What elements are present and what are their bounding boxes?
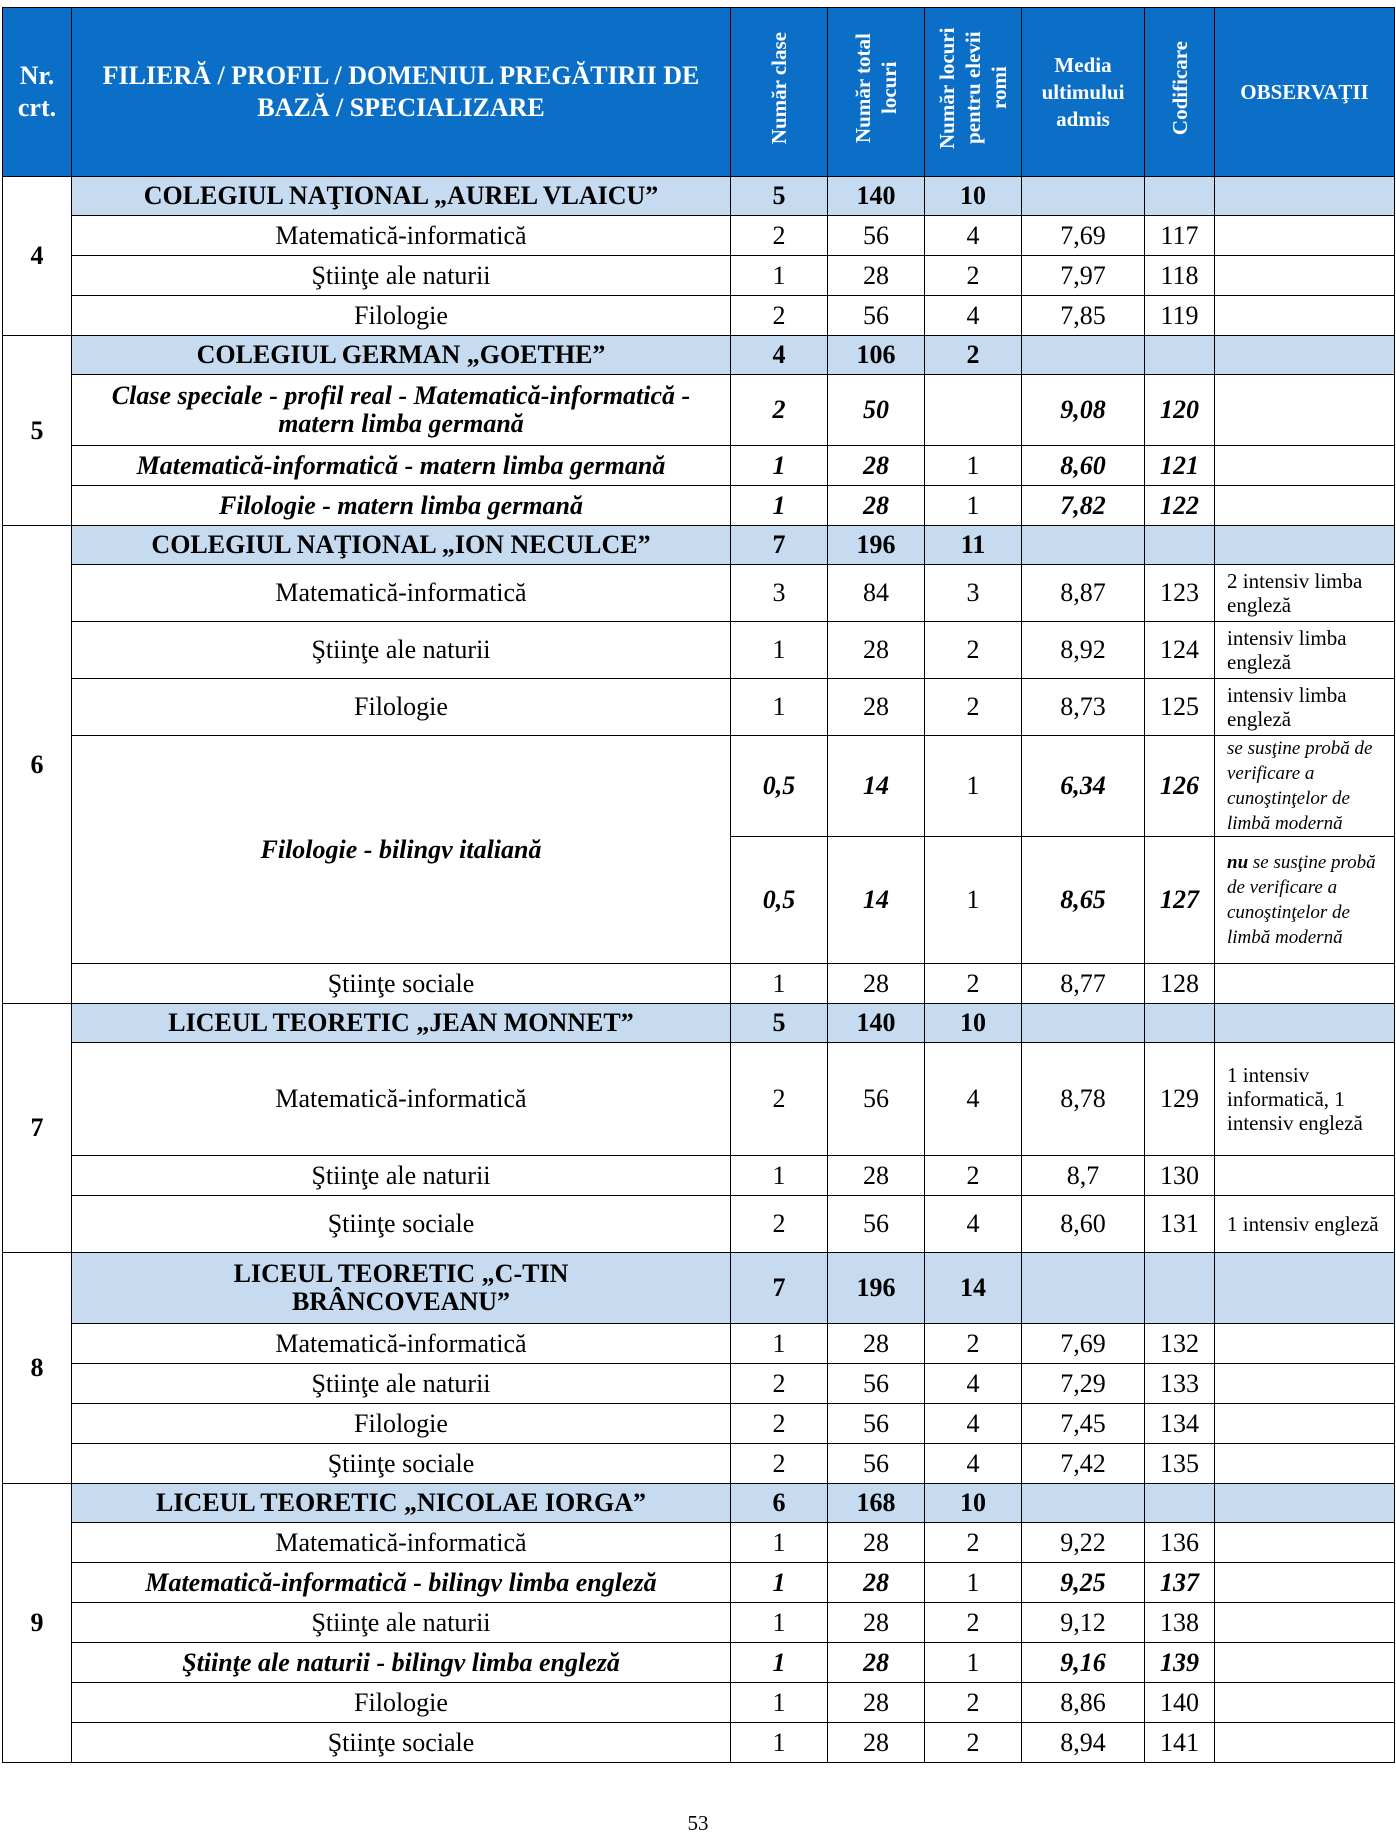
spec-clase: 2	[731, 1444, 828, 1484]
spec-media: 7,69	[1022, 216, 1145, 256]
spec-clase: 2	[731, 1043, 828, 1156]
obs-emphasis: nu	[1227, 852, 1249, 873]
school-name: LICEUL TEORETIC „C-TIN BRÂNCOVEANU”	[72, 1253, 731, 1324]
spec-name: Ştiinţe sociale	[72, 1444, 731, 1484]
spec-cod: 130	[1145, 1156, 1215, 1196]
spec-cod: 125	[1145, 679, 1215, 736]
header-row	[3, 8, 1395, 177]
spec-cod: 131	[1145, 1196, 1215, 1253]
spec-romi: 2	[925, 1683, 1022, 1723]
spec-name: Matematică-informatică - matern limba germană	[72, 446, 731, 486]
school-locuri: 168	[828, 1484, 925, 1523]
spec-locuri: 28	[828, 1523, 925, 1563]
spec-media: 8,7	[1022, 1156, 1145, 1196]
spec-name: Filologie	[72, 296, 731, 336]
spec-obs	[1215, 1444, 1395, 1484]
spec-clase: 2	[731, 375, 828, 446]
spec-romi: 2	[925, 1603, 1022, 1643]
spec-clase: 1	[731, 622, 828, 679]
spec-cod: 118	[1145, 256, 1215, 296]
spec-cod: 128	[1145, 964, 1215, 1004]
spec-cod: 117	[1145, 216, 1215, 256]
table-row	[3, 1043, 1395, 1156]
spec-obs	[1215, 375, 1395, 446]
spec-romi: 1	[925, 486, 1022, 526]
school-name: COLEGIUL GERMAN „GOETHE”	[72, 336, 731, 375]
spec-clase: 2	[731, 1196, 828, 1253]
school-media	[1022, 1004, 1145, 1043]
spec-name: Clase speciale - profil real - Matematică-informatică - matern limba germană	[72, 375, 731, 446]
spec-clase: 1	[731, 1563, 828, 1603]
spec-cod: 121	[1145, 446, 1215, 486]
school-romi: 10	[925, 1004, 1022, 1043]
table-row	[3, 1723, 1395, 1763]
spec-romi: 2	[925, 1156, 1022, 1196]
spec-media: 9,16	[1022, 1643, 1145, 1683]
spec-name: Ştiinţe sociale	[72, 964, 731, 1004]
school-row	[3, 1253, 1395, 1324]
spec-cod: 135	[1145, 1444, 1215, 1484]
spec-name: Filologie	[72, 1683, 731, 1723]
spec-romi: 4	[925, 1196, 1022, 1253]
spec-obs	[1215, 216, 1395, 256]
spec-clase: 1	[731, 964, 828, 1004]
spec-locuri: 14	[828, 736, 925, 837]
spec-name: Matematică-informatică	[72, 216, 731, 256]
spec-romi: 2	[925, 256, 1022, 296]
table-row	[3, 486, 1395, 526]
school-obs	[1215, 1004, 1395, 1043]
school-name: LICEUL TEORETIC „NICOLAE IORGA”	[72, 1484, 731, 1523]
spec-romi: 1	[925, 446, 1022, 486]
school-obs	[1215, 1484, 1395, 1523]
spec-clase: 1	[731, 1683, 828, 1723]
school-clase: 4	[731, 336, 828, 375]
header-nr: Nr. crt.	[3, 8, 72, 177]
school-media	[1022, 1484, 1145, 1523]
school-cod	[1145, 1253, 1215, 1324]
spec-media: 7,82	[1022, 486, 1145, 526]
spec-media: 7,97	[1022, 256, 1145, 296]
spec-clase: 1	[731, 256, 828, 296]
school-clase: 7	[731, 526, 828, 565]
spec-locuri: 28	[828, 1324, 925, 1364]
spec-clase: 3	[731, 565, 828, 622]
school-name: COLEGIUL NAŢIONAL „ION NECULCE”	[72, 526, 731, 565]
spec-romi: 4	[925, 1364, 1022, 1404]
school-media	[1022, 526, 1145, 565]
school-media	[1022, 336, 1145, 375]
header-observatii: OBSERVAŢII	[1215, 8, 1395, 177]
spec-name: Ştiinţe ale naturii	[72, 1156, 731, 1196]
table-row	[3, 375, 1395, 446]
spec-media: 7,29	[1022, 1364, 1145, 1404]
school-cod	[1145, 1004, 1215, 1043]
spec-romi: 4	[925, 216, 1022, 256]
school-clase: 5	[731, 1004, 828, 1043]
table-row	[3, 1156, 1395, 1196]
spec-media: 7,42	[1022, 1444, 1145, 1484]
spec-locuri: 28	[828, 1563, 925, 1603]
spec-obs	[1215, 486, 1395, 526]
spec-name: Filologie	[72, 679, 731, 736]
spec-media: 9,25	[1022, 1563, 1145, 1603]
table-row	[3, 1364, 1395, 1404]
spec-obs	[1215, 1364, 1395, 1404]
spec-locuri: 28	[828, 446, 925, 486]
spec-romi: 2	[925, 622, 1022, 679]
spec-locuri: 28	[828, 1723, 925, 1763]
spec-locuri: 56	[828, 1196, 925, 1253]
spec-obs: 1 intensiv informatică, 1 intensiv engleză	[1215, 1043, 1395, 1156]
spec-cod: 141	[1145, 1723, 1215, 1763]
school-locuri: 196	[828, 526, 925, 565]
header-codificare: Codificare	[1145, 8, 1215, 177]
school-cod	[1145, 177, 1215, 216]
school-romi: 2	[925, 336, 1022, 375]
spec-locuri: 28	[828, 1156, 925, 1196]
spec-locuri: 56	[828, 1404, 925, 1444]
spec-clase: 0,5	[731, 736, 828, 837]
spec-locuri: 50	[828, 375, 925, 446]
row-number: 4	[3, 177, 72, 336]
spec-cod: 132	[1145, 1324, 1215, 1364]
spec-name: Ştiinţe ale naturii	[72, 1603, 731, 1643]
school-name: COLEGIUL NAŢIONAL „AUREL VLAICU”	[72, 177, 731, 216]
school-cod	[1145, 1484, 1215, 1523]
spec-locuri: 28	[828, 486, 925, 526]
school-locuri: 196	[828, 1253, 925, 1324]
spec-media: 9,22	[1022, 1523, 1145, 1563]
spec-cod: 122	[1145, 486, 1215, 526]
spec-locuri: 56	[828, 1043, 925, 1156]
spec-cod: 127	[1145, 837, 1215, 964]
spec-obs	[1215, 964, 1395, 1004]
spec-name: Ştiinţe ale naturii	[72, 1364, 731, 1404]
spec-romi: 1	[925, 1563, 1022, 1603]
table-row	[3, 1404, 1395, 1444]
school-row	[3, 1484, 1395, 1523]
school-clase: 5	[731, 177, 828, 216]
spec-obs	[1215, 1523, 1395, 1563]
school-romi: 10	[925, 1484, 1022, 1523]
school-obs	[1215, 177, 1395, 216]
school-name: LICEUL TEORETIC „JEAN MONNET”	[72, 1004, 731, 1043]
spec-clase: 2	[731, 216, 828, 256]
spec-clase: 1	[731, 1523, 828, 1563]
spec-obs: se susţine probă de verificare a cunoştinţelor de limbă modernă	[1215, 736, 1395, 837]
spec-media: 8,87	[1022, 565, 1145, 622]
school-locuri: 106	[828, 336, 925, 375]
school-romi: 11	[925, 526, 1022, 565]
spec-romi: 1	[925, 736, 1022, 837]
school-row	[3, 526, 1395, 565]
spec-clase: 1	[731, 486, 828, 526]
spec-obs: 1 intensiv engleză	[1215, 1196, 1395, 1253]
spec-obs	[1215, 837, 1395, 964]
spec-obs	[1215, 1324, 1395, 1364]
spec-media: 7,45	[1022, 1404, 1145, 1444]
spec-name: Filologie - bilingv italiană	[72, 736, 731, 964]
spec-clase: 1	[731, 1603, 828, 1643]
row-number: 6	[3, 526, 72, 1004]
spec-romi: 1	[925, 1643, 1022, 1683]
spec-romi: 2	[925, 1324, 1022, 1364]
spec-media: 8,86	[1022, 1683, 1145, 1723]
spec-cod: 133	[1145, 1364, 1215, 1404]
spec-media: 8,77	[1022, 964, 1145, 1004]
school-obs	[1215, 526, 1395, 565]
table-row	[3, 736, 1395, 837]
spec-clase: 1	[731, 1324, 828, 1364]
spec-locuri: 28	[828, 679, 925, 736]
spec-locuri: 28	[828, 1643, 925, 1683]
spec-media: 6,34	[1022, 736, 1145, 837]
spec-media: 8,94	[1022, 1723, 1145, 1763]
spec-obs	[1215, 446, 1395, 486]
spec-media: 8,60	[1022, 446, 1145, 486]
spec-locuri: 28	[828, 964, 925, 1004]
spec-name: Ştiinţe sociale	[72, 1723, 731, 1763]
spec-romi: 4	[925, 1043, 1022, 1156]
spec-locuri: 28	[828, 1683, 925, 1723]
spec-romi: 2	[925, 679, 1022, 736]
school-clase: 6	[731, 1484, 828, 1523]
row-number: 7	[3, 1004, 72, 1253]
spec-cod: 137	[1145, 1563, 1215, 1603]
spec-clase: 0,5	[731, 837, 828, 964]
spec-name: Ştiinţe ale naturii	[72, 622, 731, 679]
school-row	[3, 336, 1395, 375]
spec-media: 9,12	[1022, 1603, 1145, 1643]
spec-romi: 4	[925, 296, 1022, 336]
admission-table	[2, 7, 1395, 1763]
spec-romi: 4	[925, 1444, 1022, 1484]
spec-locuri: 28	[828, 256, 925, 296]
header-media: Media ultimului admis	[1022, 8, 1145, 177]
header-numar-locuri-romi: Număr locuri pentru elevii romi	[925, 8, 1022, 177]
table-row	[3, 216, 1395, 256]
spec-obs	[1215, 296, 1395, 336]
spec-media: 8,78	[1022, 1043, 1145, 1156]
spec-obs	[1215, 1404, 1395, 1444]
spec-romi: 4	[925, 1404, 1022, 1444]
spec-obs	[1215, 1563, 1395, 1603]
table-row	[3, 1643, 1395, 1683]
spec-obs: intensiv limba engleză	[1215, 622, 1395, 679]
spec-name: Matematică-informatică	[72, 1324, 731, 1364]
school-locuri: 140	[828, 1004, 925, 1043]
table-row	[3, 679, 1395, 736]
spec-media: 8,92	[1022, 622, 1145, 679]
table-row	[3, 1563, 1395, 1603]
spec-clase: 1	[731, 1643, 828, 1683]
spec-romi: 2	[925, 964, 1022, 1004]
table-row	[3, 1523, 1395, 1563]
spec-cod: 138	[1145, 1603, 1215, 1643]
spec-name: Ştiinţe ale naturii - bilingv limba engleză	[72, 1643, 731, 1683]
spec-cod: 126	[1145, 736, 1215, 837]
school-clase: 7	[731, 1253, 828, 1324]
table-row	[3, 1324, 1395, 1364]
spec-obs	[1215, 1683, 1395, 1723]
spec-obs	[1215, 1723, 1395, 1763]
spec-cod: 123	[1145, 565, 1215, 622]
table-row	[3, 622, 1395, 679]
spec-romi: 1	[925, 837, 1022, 964]
school-media	[1022, 1253, 1145, 1324]
spec-romi: 2	[925, 1723, 1022, 1763]
spec-locuri: 56	[828, 1444, 925, 1484]
school-cod	[1145, 526, 1215, 565]
spec-obs	[1215, 1643, 1395, 1683]
spec-name: Filologie - matern limba germană	[72, 486, 731, 526]
spec-cod: 129	[1145, 1043, 1215, 1156]
header-filiera: FILIERĂ / PROFIL / DOMENIUL PREGĂTIRII DE BAZĂ / SPECIALIZARE	[72, 8, 731, 177]
spec-cod: 136	[1145, 1523, 1215, 1563]
spec-clase: 1	[731, 1723, 828, 1763]
spec-name: Matematică-informatică	[72, 1043, 731, 1156]
spec-name: Matematică-informatică	[72, 565, 731, 622]
school-romi: 10	[925, 177, 1022, 216]
school-locuri: 140	[828, 177, 925, 216]
spec-media: 7,85	[1022, 296, 1145, 336]
spec-cod: 120	[1145, 375, 1215, 446]
spec-locuri: 84	[828, 565, 925, 622]
table-row	[3, 1444, 1395, 1484]
table-row	[3, 296, 1395, 336]
row-number: 5	[3, 336, 72, 526]
table-row	[3, 256, 1395, 296]
school-row	[3, 1004, 1395, 1043]
spec-name: Matematică-informatică - bilingv limba engleză	[72, 1563, 731, 1603]
spec-cod: 140	[1145, 1683, 1215, 1723]
header-numar-total-locuri: Număr total locuri	[828, 8, 925, 177]
spec-name: Ştiinţe ale naturii	[72, 256, 731, 296]
spec-obs: intensiv limba engleză	[1215, 679, 1395, 736]
spec-cod: 139	[1145, 1643, 1215, 1683]
spec-locuri: 56	[828, 216, 925, 256]
table-row	[3, 446, 1395, 486]
spec-clase: 2	[731, 1364, 828, 1404]
row-number: 9	[3, 1484, 72, 1763]
spec-clase: 1	[731, 446, 828, 486]
row-number: 8	[3, 1253, 72, 1484]
school-romi: 14	[925, 1253, 1022, 1324]
spec-media: 8,60	[1022, 1196, 1145, 1253]
school-obs	[1215, 336, 1395, 375]
spec-clase: 2	[731, 1404, 828, 1444]
spec-name: Matematică-informatică	[72, 1523, 731, 1563]
spec-cod: 124	[1145, 622, 1215, 679]
spec-locuri: 28	[828, 622, 925, 679]
spec-name: Filologie	[72, 1404, 731, 1444]
spec-obs: 2 intensiv limba engleză	[1215, 565, 1395, 622]
spec-obs	[1215, 1603, 1395, 1643]
spec-name: Ştiinţe sociale	[72, 1196, 731, 1253]
spec-cod: 134	[1145, 1404, 1215, 1444]
school-cod	[1145, 336, 1215, 375]
table-row	[3, 1683, 1395, 1723]
spec-romi: 2	[925, 1523, 1022, 1563]
spec-romi: 3	[925, 565, 1022, 622]
spec-locuri: 56	[828, 1364, 925, 1404]
spec-locuri: 56	[828, 296, 925, 336]
spec-clase: 1	[731, 679, 828, 736]
spec-clase: 1	[731, 1156, 828, 1196]
spec-romi	[925, 375, 1022, 446]
table-row	[3, 565, 1395, 622]
table-row	[3, 1603, 1395, 1643]
spec-media: 9,08	[1022, 375, 1145, 446]
page-number: 53	[687, 1811, 709, 1835]
obs-text: se susţine probă de verificare a cunoştinţelor de limbă modernă	[1227, 852, 1376, 948]
spec-locuri: 14	[828, 837, 925, 964]
spec-cod: 119	[1145, 296, 1215, 336]
spec-obs	[1215, 256, 1395, 296]
spec-obs	[1215, 1156, 1395, 1196]
header-numar-clase: Număr clase	[731, 8, 828, 177]
spec-media: 8,65	[1022, 837, 1145, 964]
table-row	[3, 1196, 1395, 1253]
spec-clase: 2	[731, 296, 828, 336]
spec-media: 7,69	[1022, 1324, 1145, 1364]
school-media	[1022, 177, 1145, 216]
spec-media: 8,73	[1022, 679, 1145, 736]
school-obs	[1215, 1253, 1395, 1324]
school-row	[3, 177, 1395, 216]
spec-locuri: 28	[828, 1603, 925, 1643]
table-row	[3, 964, 1395, 1004]
